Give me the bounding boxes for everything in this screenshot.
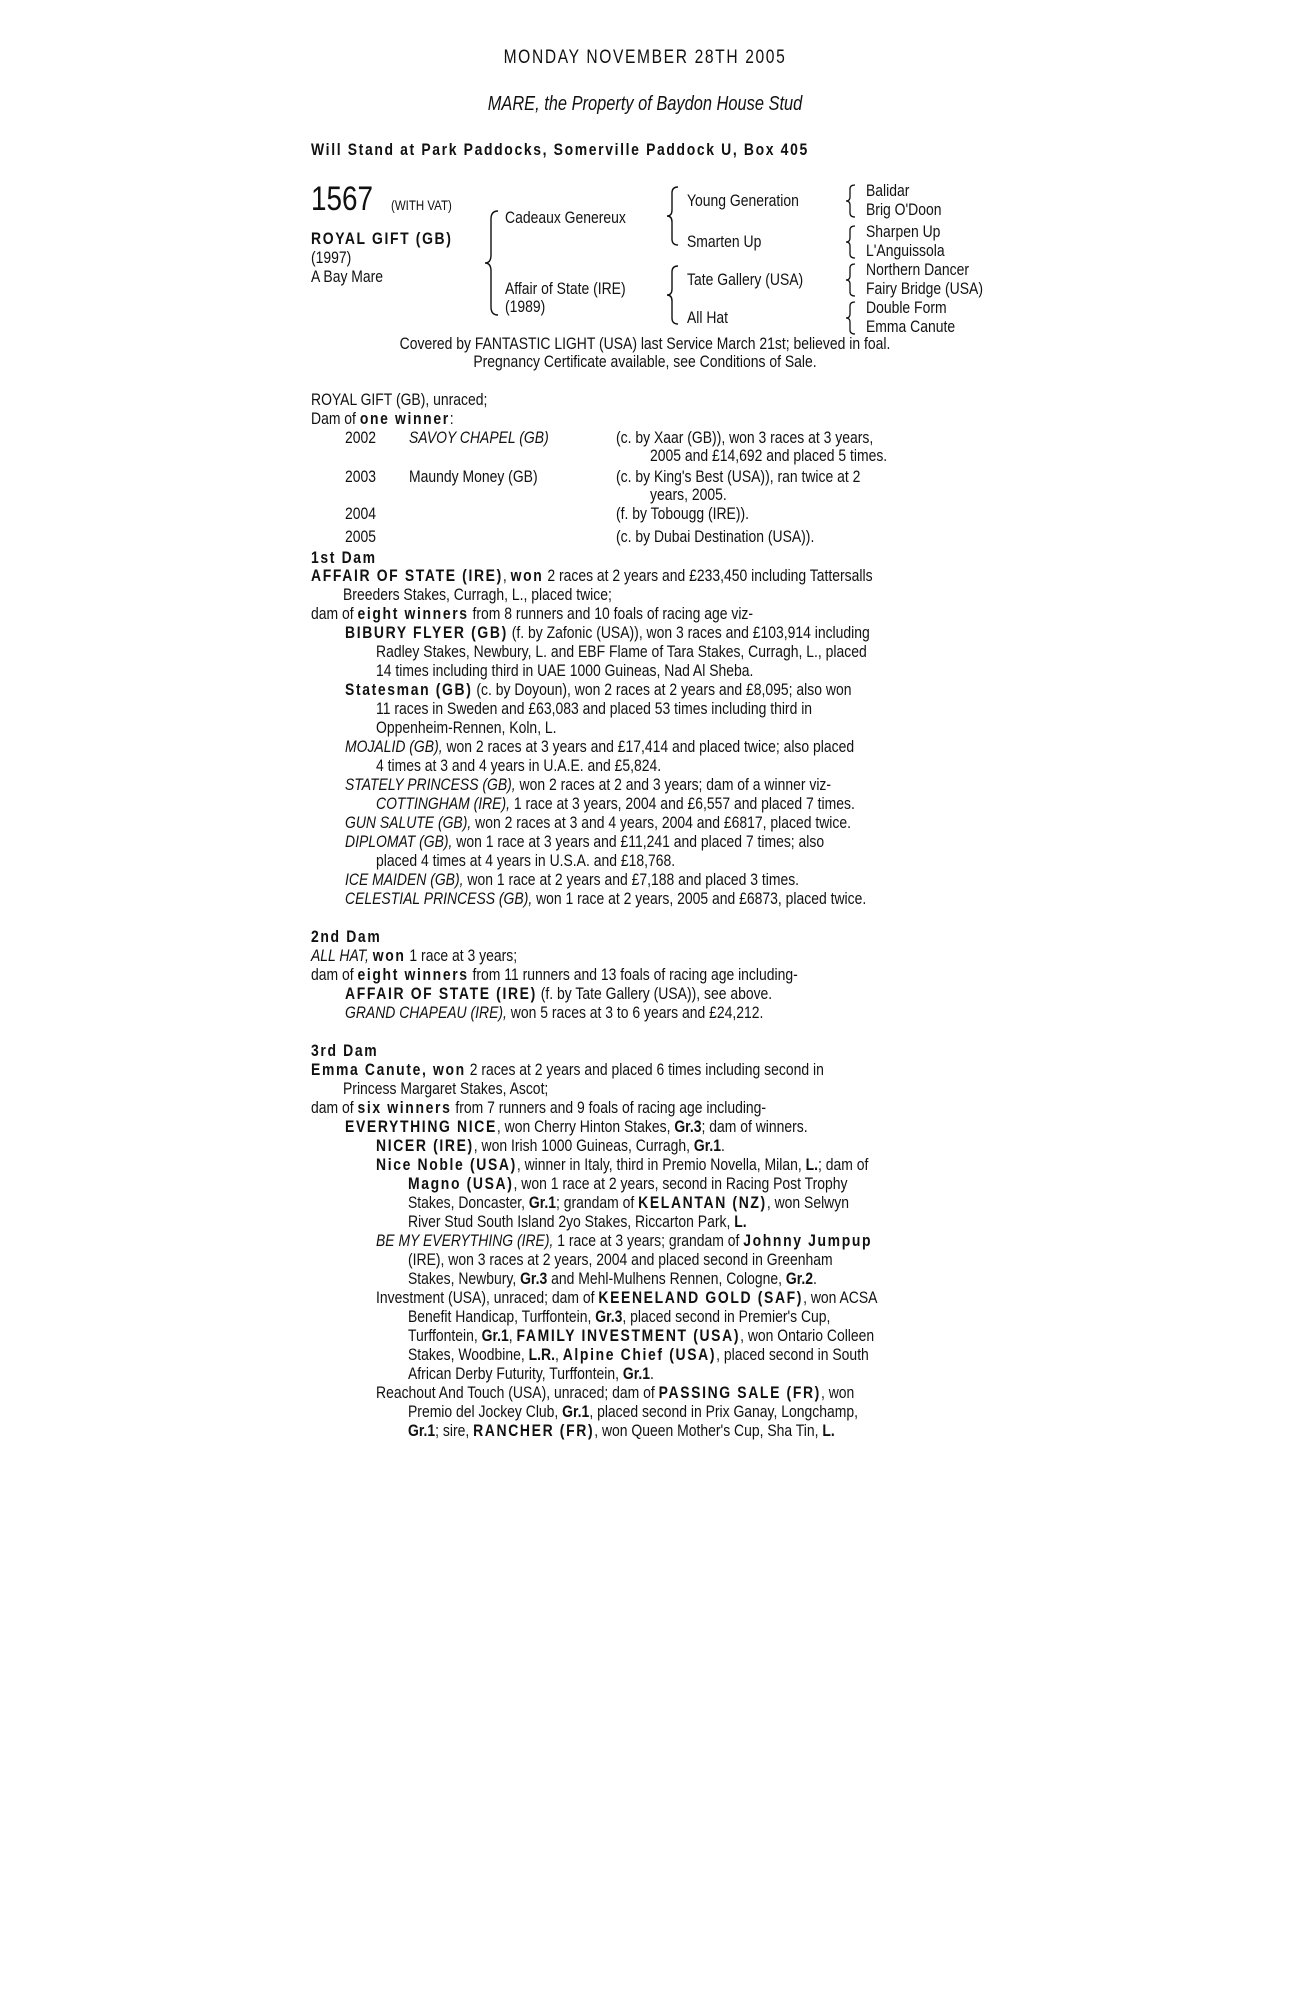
progeny-entry-cont: 11 races in Sweden and £63,083 and placed 53 times including third in	[376, 699, 813, 718]
second-dam-line: dam of eight winners from 11 runners and 13 foals of racing age including-	[311, 965, 798, 984]
pedigree-brace-g4	[845, 301, 857, 335]
produce-desc: (f. by Tobougg (IRE)).	[616, 504, 750, 523]
progeny-entry-cont: Oppenheim-Rennen, Koln, L.	[376, 718, 557, 737]
pedigree-ggp: Northern Dancer	[866, 260, 970, 279]
third-dam-line: Princess Margaret Stakes, Ascot;	[343, 1079, 549, 1098]
pedigree-ggp: Brig O'Doon	[866, 200, 942, 219]
progeny-entry-cont: Radley Stakes, Newbury, L. and EBF Flame of Tara Stakes, Curragh, L., placed	[376, 642, 867, 661]
produce-desc: (c. by Xaar (GB)), won 3 races at 3 years,	[616, 428, 874, 447]
vendor-line: MARE, the Property of Baydon House Stud	[487, 93, 803, 115]
pedigree-brace-sire	[666, 186, 680, 246]
progeny-entry-cont: Stakes, Doncaster, Gr.1; grandam of KELANTAN (NZ), won Selwyn	[408, 1193, 849, 1212]
lot-number: 1567	[311, 180, 374, 218]
progeny-entry: BIBURY FLYER (GB) (f. by Zafonic (USA)), won 3 races and £103,914 including	[345, 623, 870, 642]
pedigree-ggp: Emma Canute	[866, 317, 956, 336]
progeny-entry: GRAND CHAPEAU (IRE), won 5 races at 3 to 6 years and £24,212.	[345, 1003, 764, 1022]
progeny-entry: GUN SALUTE (GB), won 2 races at 3 and 4 years, 2004 and £6817, placed twice.	[345, 813, 851, 832]
pedigree-brace-g2	[845, 225, 857, 259]
first-dam-line: dam of eight winners from 8 runners and 10 foals of racing age viz-	[311, 604, 754, 623]
third-dam-line: dam of six winners from 7 runners and 9 foals of racing age including-	[311, 1098, 767, 1117]
pedigree-sire-dam: Smarten Up	[687, 232, 762, 251]
pedigree-brace-dam	[666, 265, 680, 325]
pedigree-dam: Affair of State (IRE)	[505, 279, 626, 298]
third-dam-heading: 3rd Dam	[311, 1041, 379, 1060]
produce-desc: (c. by Dubai Destination (USA)).	[616, 527, 815, 546]
progeny-entry-cont: River Stud South Island 2yo Stakes, Riccarton Park, L.	[408, 1212, 747, 1231]
progeny-entry-cont: Stakes, Newbury, Gr.3 and Mehl-Mulhens Rennen, Cologne, Gr.2.	[408, 1269, 817, 1288]
pedigree-sire-sire: Young Generation	[687, 191, 799, 210]
produce-name: Maundy Money (GB)	[409, 467, 538, 486]
pedigree-sire: Cadeaux Genereux	[505, 208, 626, 227]
pedigree-dam-year: (1989)	[505, 297, 546, 316]
progeny-entry: STATELY PRINCESS (GB), won 2 races at 2 and 3 years; dam of a winner viz-	[345, 775, 832, 794]
progeny-entry-cont: Stakes, Woodbine, L.R., Alpine Chief (USA), placed second in South	[408, 1345, 869, 1364]
produce-year: 2005	[345, 527, 377, 546]
progeny-entry-cont: placed 4 times at 4 years in U.S.A. and £18,768.	[376, 851, 676, 870]
progeny-entry: BE MY EVERYTHING (IRE), 1 race at 3 years; grandam of Johnny Jumpup	[376, 1231, 873, 1250]
pedigree-ggp: L'Anguissola	[866, 241, 945, 260]
progeny-entry: EVERYTHING NICE, won Cherry Hinton Stakes, Gr.3; dam of winners.	[345, 1117, 808, 1136]
progeny-entry: Investment (USA), unraced; dam of KEENELAND GOLD (SAF), won ACSA	[376, 1288, 878, 1307]
progeny-entry: ICE MAIDEN (GB), won 1 race at 2 years and £7,188 and placed 3 times.	[345, 870, 800, 889]
progeny-entry: CELESTIAL PRINCESS (GB), won 1 race at 2 years, 2005 and £6873, placed twice.	[345, 889, 867, 908]
horse-name: ROYAL GIFT (GB)	[311, 229, 453, 248]
pedigree-dam-sire: Tate Gallery (USA)	[687, 270, 804, 289]
horse-description: A Bay Mare	[311, 267, 384, 286]
progeny-entry-cont: African Derby Futurity, Turffontein, Gr.1.	[408, 1364, 654, 1383]
progeny-entry: Reachout And Touch (USA), unraced; dam of PASSING SALE (FR), won	[376, 1383, 855, 1402]
progeny-entry: Nice Noble (USA), winner in Italy, third in Premio Novella, Milan, L.; dam of	[376, 1155, 869, 1174]
pedigree-ggp: Double Form	[866, 298, 947, 317]
produce-desc: (c. by King's Best (USA)), ran twice at 2	[616, 467, 861, 486]
pedigree-brace-main	[484, 210, 500, 316]
pedigree-brace-g1	[845, 184, 857, 218]
progeny-entry-cont: Magno (USA), won 1 race at 2 years, second in Racing Post Trophy	[408, 1174, 848, 1193]
sale-date: MONDAY NOVEMBER 28TH 2005	[503, 47, 787, 68]
progeny-entry-cont: Benefit Handicap, Turffontein, Gr.3, placed second in Premier's Cup,	[408, 1307, 831, 1326]
progeny-entry: NICER (IRE), won Irish 1000 Guineas, Curragh, Gr.1.	[376, 1136, 725, 1155]
progeny-entry-cont: Premio del Jockey Club, Gr.1, placed second in Prix Ganay, Longchamp,	[408, 1402, 858, 1421]
progeny-entry: DIPLOMAT (GB), won 1 race at 3 years and £11,241 and placed 7 times; also	[345, 832, 825, 851]
produce-year: 2003	[345, 467, 377, 486]
produce-name: SAVOY CHAPEL (GB)	[409, 428, 549, 447]
pregnancy-note: Pregnancy Certificate available, see Conditions of Sale.	[473, 352, 817, 371]
vat-note: (WITH VAT)	[391, 197, 452, 213]
third-dam-line: Emma Canute, won 2 races at 2 years and placed 6 times including second in	[311, 1060, 824, 1079]
progeny-entry: AFFAIR OF STATE (IRE) (f. by Tate Gallery (USA)), see above.	[345, 984, 773, 1003]
pedigree-dam-dam: All Hat	[687, 308, 729, 327]
produce-dam-of: Dam of one winner:	[311, 409, 454, 428]
second-dam-line: ALL HAT, won 1 race at 3 years;	[311, 946, 518, 965]
progeny-entry-cont: Gr.1; sire, RANCHER (FR), won Queen Mother's Cup, Sha Tin, L.	[408, 1421, 835, 1440]
produce-intro: ROYAL GIFT (GB), unraced;	[311, 390, 488, 409]
pedigree-brace-g3	[845, 263, 857, 297]
first-dam-line: Breeders Stakes, Curragh, L., placed twice;	[343, 585, 612, 604]
progeny-entry-cont: Turffontein, Gr.1, FAMILY INVESTMENT (USA), won Ontario Colleen	[408, 1326, 875, 1345]
progeny-entry: MOJALID (GB), won 2 races at 3 years and £17,414 and placed twice; also placed	[345, 737, 855, 756]
first-dam-heading: 1st Dam	[311, 548, 377, 567]
foaling-year: (1997)	[311, 248, 352, 267]
produce-desc: 2005 and £14,692 and placed 5 times.	[650, 446, 888, 465]
produce-year: 2002	[345, 428, 377, 447]
progeny-entry-cont: 4 times at 3 and 4 years in U.A.E. and £5,824.	[376, 756, 662, 775]
produce-desc: years, 2005.	[650, 485, 727, 504]
second-dam-heading: 2nd Dam	[311, 927, 382, 946]
progeny-entry-cont: (IRE), won 3 races at 2 years, 2004 and placed second in Greenham	[408, 1250, 833, 1269]
first-dam-line: AFFAIR OF STATE (IRE), won 2 races at 2 years and £233,450 including Tattersalls	[311, 566, 873, 585]
progeny-entry-cont: COTTINGHAM (IRE), 1 race at 3 years, 2004 and £6,557 and placed 7 times.	[376, 794, 855, 813]
pedigree-ggp: Fairy Bridge (USA)	[866, 279, 983, 298]
pedigree-ggp: Sharpen Up	[866, 222, 941, 241]
progeny-entry-cont: 14 times including third in UAE 1000 Guineas, Nad Al Sheba.	[376, 661, 754, 680]
produce-year: 2004	[345, 504, 377, 523]
pedigree-ggp: Balidar	[866, 181, 910, 200]
progeny-entry: Statesman (GB) (c. by Doyoun), won 2 races at 2 years and £8,095; also won	[345, 680, 852, 699]
covered-line: Covered by FANTASTIC LIGHT (USA) last Service March 21st; believed in foal.	[399, 334, 891, 353]
stand-location: Will Stand at Park Paddocks, Somerville Paddock U, Box 405	[311, 140, 809, 159]
